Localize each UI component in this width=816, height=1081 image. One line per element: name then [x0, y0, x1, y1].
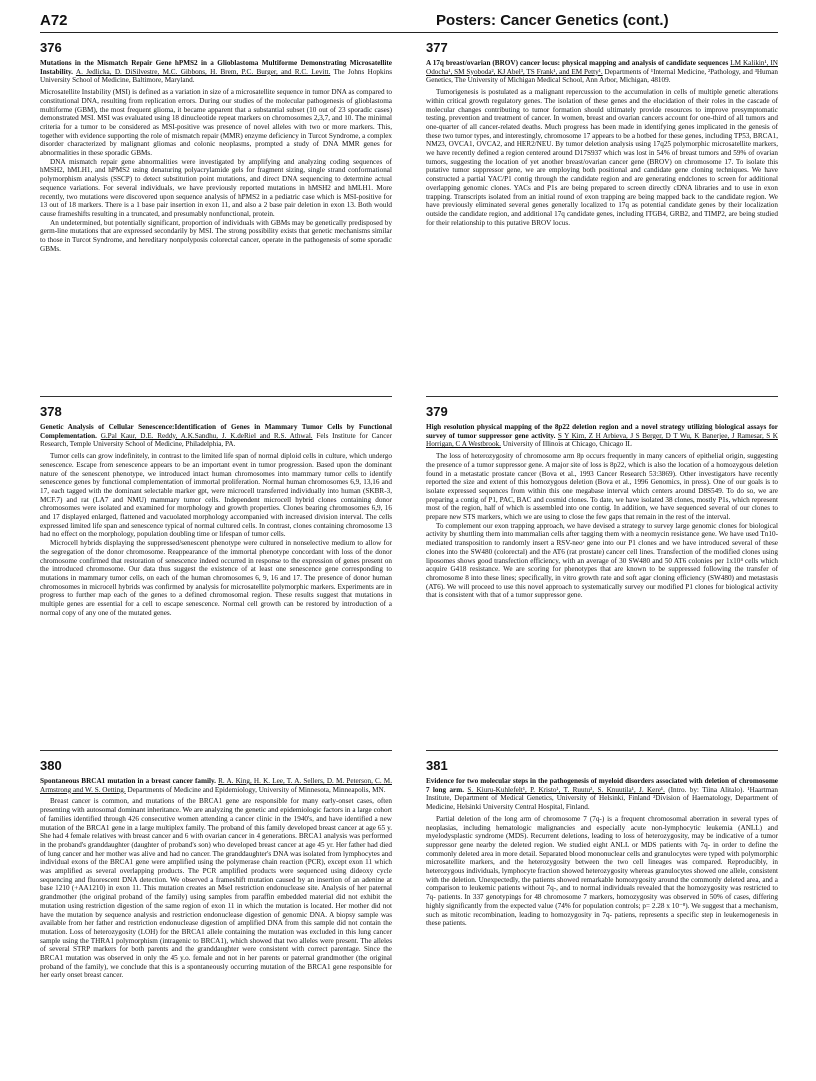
abstract-paragraph: Tumor cells can grow indefinitely, in contrast to the limited life span of normal diploid cells in culture, which undergo senescence. Escape from senescence appears to be an important event in tumor progression. Based upon the dominant nature of the senescent phenotype, we introduced intact human chromosomes into mammary tumor cells to identify senescence genes by functional complementation of immortal proliferation. Normal human chromosomes 6,9, 13,16 and 17, each tagged with the dominant selectable marker gpt, were microcell transferred individually into human (SKBR-3, MCF.7) and rat (LA7 and NMU) mammary tumor cells. Independent microcell hybrid clones containing donor chromosomes were isolated and examined for morphology and growth properties. Clones bearing chromosomes 6,9, 16 and 17 displayed enlarged, flattened and vacuolated morphology accompanied with increased division interval. The cells expressed limited life span and senescence typical of normal cultured cells. In contrast, clones containing chromosome 13 had no effect on the morphology, population doubling time or lifespan of tumor cells. [40, 452, 392, 539]
abstract-title: A 17q breast/ovarian (BROV) cancer locus: physical mapping and analysis of candidate sequences [426, 59, 729, 67]
abstract-paragraph: To complement our exon trapping approach, we have devised a strategy to survey large genomic clones for biological activity by shuttling them into mammalian cells after tagging them with a neomycin resistance gene. We have used Tn10-mediated transposition to randomly insert a RSV-neoʳ gene into our P1 clones and we have introduced several of these clones into the SW480 (colorectal) and the AT6 (rat prostate) cancer cell lines. Transfection of the modified clones using liposomes shows good transfection efficiency, with an average of 30 SW480 and 50 AT6 colonies per 1x10⁴ cells which acquire G418 resistance. We are scoring for phenotypes that are known to be suppressed following the transfer of chromosome 8 into these lines; specifically, in vitro growth rate and soft agar cloning efficiency (SW480) and metastasis (AT6). We will proceed to use this novel approach to systematically survey our modified P1 clones for biological activity that is consistent with that of a tumor suppressor gene. [426, 521, 778, 600]
abstract-heading [426, 777, 778, 812]
abstract-title: Mutations in the Mismatch Repair Gene hPMS2 in a Glioblastoma Multiforme Demonstrating Microsatellite Instability. [40, 59, 392, 76]
abstract-title: Spontaneous BRCA1 mutation in a breast cancer family. [40, 777, 216, 785]
abstract-376 [40, 40, 392, 390]
abstract-body [40, 452, 392, 617]
abstract-heading [40, 777, 392, 794]
section-divider [426, 750, 778, 751]
abstract-377 [426, 40, 778, 390]
abstract-body [426, 88, 778, 227]
abstract-title: Evidence for two molecular steps in the pathogenesis of myeloid disorders associated with deletion of chromosome 7 long arm. [426, 777, 778, 794]
abstract-affiliation: The Johns Hopkins University School of Medicine, Baltimore, Maryland. [40, 67, 392, 85]
abstract-number: 378 [40, 404, 62, 419]
abstract-authors: G.Pal Kaur, D.E. Reddy, A.K.Sandhu, J. K.deRiel and R.S. Athwal. [100, 431, 313, 440]
abstract-number: 376 [40, 40, 62, 55]
page-number: A72 [40, 12, 68, 29]
abstract-title: Genetic Analysis of Cellular Senescence:Identification of Genes in Mammary Tumor Cells by Functional Complementation. [40, 423, 392, 440]
abstract-affiliation: University of Illinois at Chicago, Chicago IL [502, 440, 632, 449]
abstract-authors: A. Jedlicka, D. DiSilvestre, M.C. Gibbons, H. Brem, P.C. Burger, and R.C. Levitt. [75, 67, 331, 76]
abstract-affiliation: Departments of Medicine and Epidemiology, University of Minnesota, Minneapolis, MN. [127, 785, 386, 794]
section-title: Posters: Cancer Genetics (cont.) [436, 12, 669, 29]
abstract-title: High resolution physical mapping of the 8p22 deletion region and a novel strategy utilizing biological assays for survey of tumor suppressor gene activity. [426, 423, 778, 440]
abstract-paragraph: The loss of heterozygosity of chromosome arm 8p occurs frequently in many cancers of epithelial origin, suggesting the presence of a tumor suppressor gene. A major site of loss is 8p22, which is also the location of a homozygous deletion found in a metastatic prostate cancer (Bova et al., 1993 Cancer Research 53:3869). Other investigators have recently reported the size and extent of this homozygous deletion (Bova et al., 1996 Genomics, in press). One of our goals is to isolate expressed sequences from within this one megabase interval which centers around D8S549. To do so, we are preparing a contig of P1, PAC, BAC and cosmid clones. To date, we have isolated 38 clones, mostly P1s, which represent most of the region, half of which is assembled into one contig. In addition, we have sequenced several of our clones to prepare new STS markers, which we are using to close the few gaps that remain in the rest of the interval. [426, 452, 778, 522]
abstract-authors: S Y Kim, Z H Arbieva, J S Berger, D T Wu, K Banerjee, J Ramesar, S K Horrigan, C A Westbrook. [426, 431, 778, 449]
abstract-number: 377 [426, 40, 448, 55]
abstract-authors: R. A. King, H. K. Lee, T. A. Sellers, D. M. Peterson, C. M. Armstrong and W. S. Oetting. [40, 777, 392, 794]
page-header [40, 12, 778, 34]
abstract-380 [40, 758, 392, 1074]
abstract-paragraph: DNA mismatch repair gene abnormalities were investigated by amplifying and analyzing coding sequences of hMSH2, hMLH1, and hPMS2 using denaturing polyacrylamide gels for fragment sizing, single strand conformational polymorphism analysis (SSCP) to detect substitution point mutations, and direct DNA sequencing to determine actual sequence variations. For several individuals, we have previously reported mutations in hMSH2 and hMLH1. More recently, two mutations were discovered upon sequence analysis of hPMS2 in a pediatric case which is MSI-positive for 13 out of 18 markers. There is a 1 base pair insertion in exon 11, and also a 2 base pair deletion in exon 13. Both would cause frameshifts resulting in a truncated, and presumably nonfunctional, protein. [40, 157, 392, 218]
abstract-body [40, 88, 392, 253]
abstract-authors: LM Kalikin¹, IN Odocha¹, SM Syoboda², KJ Abel³, TS Frank¹, and EM Petty¹. [426, 59, 778, 76]
abstract-affiliation: Fels Institute for Cancer Research, Temple University School of Medicine, Philadelphia, PA. [40, 431, 392, 449]
section-divider [40, 396, 392, 397]
abstract-body [426, 815, 778, 928]
abstract-heading [426, 59, 778, 85]
abstract-heading [40, 423, 392, 449]
abstract-body [426, 452, 778, 600]
section-divider [426, 396, 778, 397]
abstract-heading [426, 423, 778, 449]
abstract-affiliation: Departments of ¹Internal Medicine, ²Pathology, and ³Human Genetics, The University of Michigan Medical School, Ann Arbor, Michigan, 48109. [426, 67, 778, 85]
abstract-379 [426, 404, 778, 744]
abstract-paragraph: Breast cancer is common, and mutations of the BRCA1 gene are responsible for many early-onset cases, often presenting with autosomal dominant inheritance. We are analyzing the genetic and epidemiologic factors in a large cohort of families identified through 426 consecutive women attending a cancer clinic in the 1940's, and have identified a new mutation of the BRCA1 gene in a large multiplex family. The proband of this family developed breast cancer at age 65 y. She had 4 female relatives with breast cancer and 6 with ovarian cancer in 4 generations. BRCA1 analysis was performed in the proband's granddaughter (daughter of proband's son) who developed breast cancer at age 45 yr. Her father had died of lung cancer and her mother was alive and had no cancer. The granddaughter's DNA was isolated from lymphocytes and individual exons of the BRCA1 gene were amplified using the polymerase chain reaction (PCR), except exon 11 which was amplified as several overlapping products. The PCR amplified products were sequenced using dideoxy cycle sequencing and fluorescent DNA detection. We observed a frameshift mutation caused by an insertion of an adenine at base 1210 (+AA1210) in exon 11. This mutation creates an MseI restriction endonuclease site. Analysis of her paternal grandmother (the original proband of the family) using samples from paraffin embedded material did not exhibit the mutation using restriction digestion of the same region of exon 11 in which the mutation is located. Her mother did not have the mutation by sequence analysis and restriction endonuclease digestion of genomic DNA. A biopsy sample was available from her father and restriction endonuclease digestion of amplified DNA from this sample did not contain the mutation. Loss of heterozygosity (LOH) for the BRCA1 allele containing the mutation was excluded in this lung cancer sample using the THRA1 polymorphism (intragenic to BRCA1), which showed that two alleles were present. The alleles of several STRP markers for both parents and the granddaughter were consistent with correct parentage. Since the BRCA1 mutation was observed in only the 45 y.o. female and not in her parents or paternal grandmother (the original proband of the family), we conclude that this is a spontaneously occurring mutation of the BRCA1 gene responsible for her early onset breast cancer. [40, 797, 392, 980]
abstract-paragraph: An undetermined, but potentially significant, proportion of individuals with GBMs may be genetically predisposed by germ-line mutations that are expressed secondarily by MSI. The strong possibility exists that genetic mechanisms similar to those in Turcot Syndrome, and hereditary nonpolyposis colorectal cancer, operate in the pathogenesis of some sporadic GBMs. [40, 218, 392, 253]
abstract-heading [40, 59, 392, 85]
section-divider [40, 750, 392, 751]
abstract-paragraph: Tumorigenesis is postulated as a malignant repercussion to the accumulation in cells of multiple genetic alterations within critical growth regulatory genes. The isolation of these genes and the elucidation of their roles in the cascade of molecular changes contributing to tumor formation should ultimately provide resources to improve presymptomatic testing, prevention and treatment of cancer. In women, breast and ovarian cancers account for one-third of all tumors and one-quarter of all cancer-related deaths. Much progress has been made in identifying genes implicated in the genesis of these two tumor types, and interestingly, chromosome 17 appears to be a hotbed for these genes, including TP53, BRCA1, NM23, OVCA1, OVCA2, and HER2/NEU. By tumor deletion analysis using 17q25 polymorphic microsatellite markers, we have recently defined a region centered around D17S937 which was lost in 54% of breast tumors and 59% of ovarian tumors, suggesting the location of yet another breast/ovarian cancer gene (BROV) on chromosome 17. To isolate this putative tumor suppressor gene, we are employing both positional and candidate gene cloning techniques. We have constructed a partial YAC/P1 contig through the candidate region and are generating endclones to screen for additional overlapping genomic clones. YACs and P1s are being prepared to screen directly cDNA libraries and to use in exon trapping. Transcripts isolated from an initial round of exon trapping are being mapped back to the candidate region. We have previously eliminated several genes generally localized to 17q as potential candidate genes by their localization outside the candidate region, and additional 17q candidate genes, including ITGB4, GRB2, and TIMP2, are being studied for their relationship to this putative BROV locus. [426, 88, 778, 227]
abstract-paragraph: Microsatellite Instability (MSI) is defined as a variation in size of a microsatellite sequence in tumor DNA as compared to constitutional DNA, resulting from replication errors. During our studies of the molecular pathogenesis of glioblastoma multiforme (GBM), the most frequent glioma, it became apparent that a substantial subset (10 out of 23 sporadic cases) demonstrated MSI. MSI was evaluated using 18 dinucleotide repeat markers on chromosomes 2,3,7, and 10. The minimal criteria for a tumor to be considered as MSI-positive was presence of novel alleles with two or more markers. This, together with evidence supporting the role of mismatch repair (MMR) enzyme deficiency in Turcot Syndrome, a complex disorder characterized by malignant gliomas and colonic neoplasms, prompted a study of DNA MMR genes for abnormalities in these sporadic GBMs. [40, 88, 392, 158]
abstract-paragraph: Microcell hybrids displaying the suppressed/senescent phenotype were cultured in nonselective medium to allow for the segregation of the donor chromosome. Reappearance of the immortal phenotype concordant with loss of the donor chromosome confirmed that restoration of senescence indeed occurred in response to the expression of genes present on the introduced chromosome. Our data thus suggest the existence of at least one senescence gene corresponding to mutations in mammary tumor cells, on each of the human chromosomes 6, 9, 16 and 17. The presence of donor human chromosomes in microcell hybrids was confirmed by analysis for microsatellite polymorphic markers. Experiments are in progress to further map each of the genes to a defined chromosomal region. These results suggest that mutations in multiple genes are essential for a cell to escape senescence. Normal cell growth can be restored by introduction of a normal copy of any one of the mutated genes. [40, 539, 392, 617]
abstract-paragraph: Partial deletion of the long arm of chromosome 7 (7q-) is a frequent chromosomal aberration in several types of neoplasias, including hematologic malignancies and especially acute non-lymphocytic leukemia (ANLL) and myelodysplastic syndrome (MDS). Recurrent deletions, leading to loss of heterozygosity, may be indicative of a tumor suppressor gene nearby the deleted region. We studied eight ANLL or MDS patients with 7q- in order to define the commonly deleted area in more detail. Separated blood mononuclear cells and granulocytes were typed with polymorphic microsatellite markers, and the heterozygosity between the two cell lineages was compared. Reproducibly, in heterozygous individuals, lymphocyte fraction showed heterozygosity whereas granulocytes showed one allele, consistent with the deletion. Unexpectedly, the patients showed remarkable homozygosity around the commonly deleted area, and a comparison to leukemic patients without 7q-, and to normal individuals revealed that the homozygosity was restricted to 7q- patients. In 337 genotypings for 48 chromosome 7 markers, homozygosity was observed in 50% of cases, differing highly significantly from the expected value (74% for population controls; p= 2.28 x 10⁻⁸). We suggest that a mechanism, such as mitotic recombination, leading to homozygosity in 7q- patiens, represents a specific step in leukemogenesis in these patients. [426, 814, 778, 928]
abstract-378 [40, 404, 392, 744]
abstract-authors: S. Kiuru-Kuhlefelt¹, P. Kristo¹, T. Ruutu², S. Knuutila¹, J. Kere¹. [467, 785, 665, 794]
abstract-number: 381 [426, 758, 448, 773]
abstract-number: 379 [426, 404, 448, 419]
abstract-number: 380 [40, 758, 62, 773]
header-rule [40, 32, 778, 33]
abstract-body [40, 797, 392, 980]
abstract-381 [426, 758, 778, 1074]
abstract-affiliation: (Intro. by: Tiina Alitalo). ¹Haartman Institute, Department of Medical Genetics, University of Helsinki, Finland ²Division of Haematology, Department of Medicine, Helsinki University Central Hospital, Finland. [426, 785, 778, 812]
